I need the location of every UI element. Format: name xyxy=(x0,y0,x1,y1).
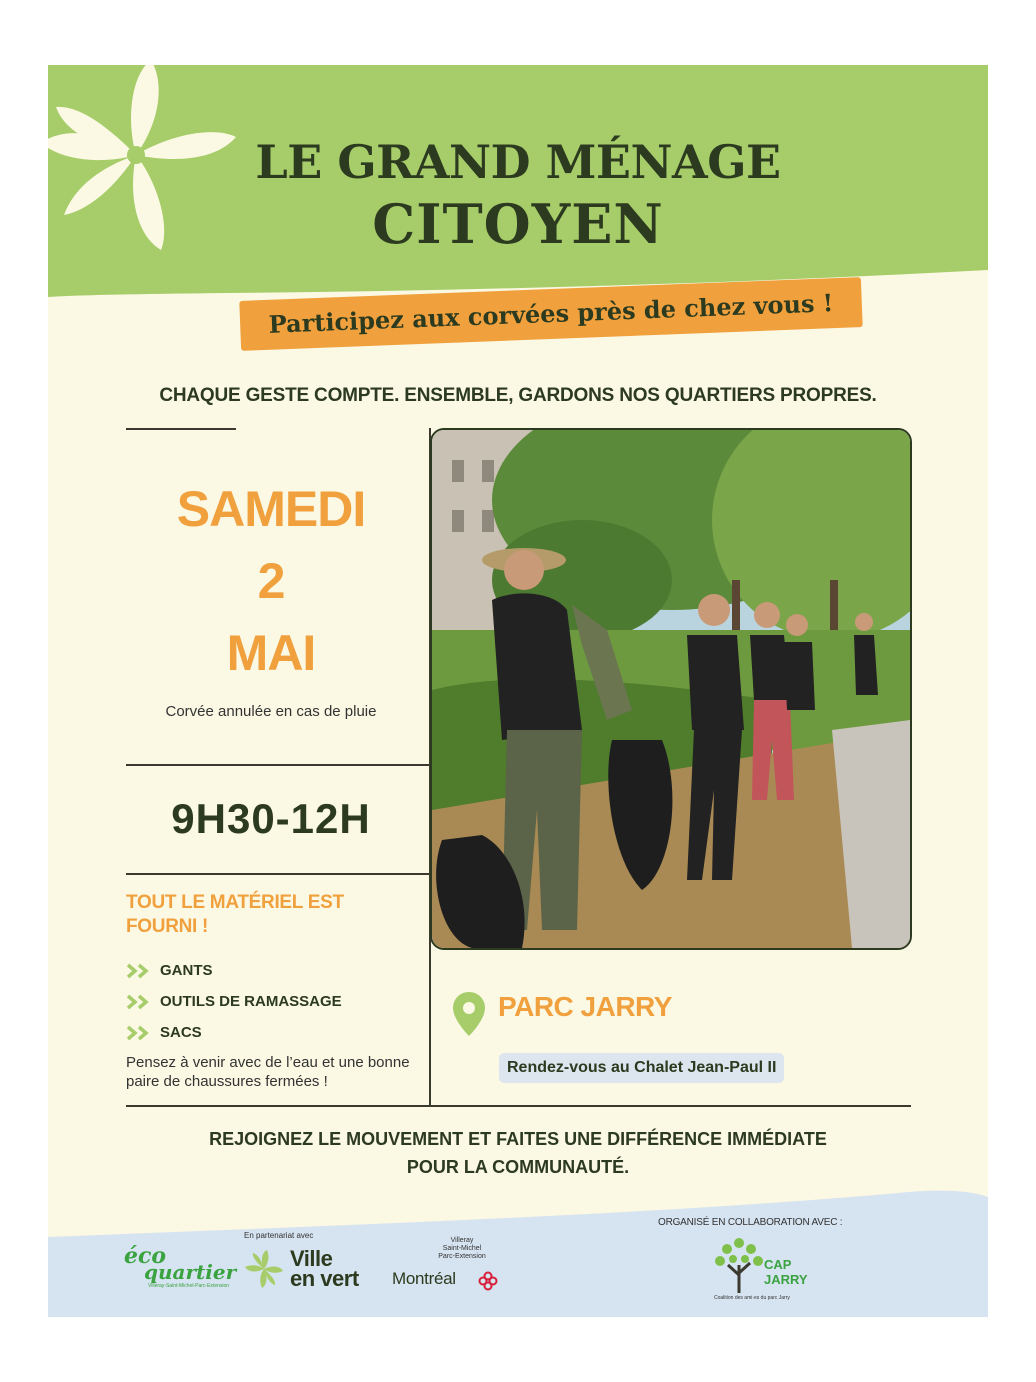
list-item xyxy=(126,986,342,1017)
event-day: SAMEDI xyxy=(176,481,366,537)
event-month: MAI xyxy=(226,625,316,681)
divider-mid-1 xyxy=(126,764,430,766)
event-date-number: 2 xyxy=(257,553,285,609)
cap-jarry-line1: CAP xyxy=(764,1257,792,1272)
tagline-banner: Participez aux corvées près de chez vous ! xyxy=(239,277,862,351)
list-item xyxy=(126,1017,342,1048)
ville-en-vert-wordmark xyxy=(290,1246,359,1291)
ville-en-vert-line2: en vert xyxy=(290,1266,359,1291)
cta-line-1: REJOIGNEZ LE MOUVEMENT ET FAITES UNE DIFFÉRENCE IMMÉDIATE xyxy=(209,1129,827,1149)
eco-quartier-logo xyxy=(124,1243,237,1293)
poster xyxy=(48,65,988,1317)
material-item-label: SACS xyxy=(160,1024,202,1041)
title-line-2: CITOYEN xyxy=(372,192,664,256)
borough-line-2: Saint-Michel xyxy=(442,1245,482,1252)
materials-list xyxy=(126,955,342,1048)
event-date xyxy=(126,473,416,689)
cap-jarry-wordmark xyxy=(764,1257,808,1287)
cap-jarry-line2: JARRY xyxy=(764,1272,808,1287)
cap-jarry-logo xyxy=(708,1235,818,1307)
materials-title: TOUT LE MATÉRIEL EST FOURNI ! xyxy=(126,892,344,937)
collaboration-label: ORGANISÉ EN COLLABORATION AVEC : xyxy=(658,1217,843,1228)
call-to-action xyxy=(48,1125,988,1181)
borough-line-3: Parc-Extension xyxy=(438,1253,486,1260)
poster-title xyxy=(48,133,988,257)
double-chevron-icon xyxy=(126,994,154,1010)
ville-en-vert-logo xyxy=(244,1247,384,1293)
cap-jarry-tree-icon xyxy=(712,1235,766,1295)
double-chevron-icon xyxy=(126,963,154,979)
rain-note: Corvée annulée en cas de pluie xyxy=(165,703,377,720)
slogan: CHAQUE GESTE COMPTE. ENSEMBLE, GARDONS NOS QUARTIERS PROPRES. xyxy=(159,385,877,406)
list-item xyxy=(126,955,342,986)
divider-mid-2 xyxy=(126,873,430,875)
montreal-rosette-icon xyxy=(478,1271,498,1291)
volunteers-photo xyxy=(430,428,912,950)
park-name: PARC JARRY xyxy=(498,991,672,1022)
event-time: 9H30-12H xyxy=(171,795,371,842)
material-item-label: OUTILS DE RAMASSAGE xyxy=(160,993,342,1010)
eco-quartier-word1: éco xyxy=(124,1243,167,1269)
ville-en-vert-line1: Ville xyxy=(290,1246,333,1271)
eco-quartier-word2: quartier xyxy=(144,1260,237,1284)
montreal-logo xyxy=(388,1237,508,1297)
cta-line-2: POUR LA COMMUNAUTÉ. xyxy=(406,1157,630,1177)
divider-top-left xyxy=(126,428,236,430)
partner-label: En partenariat avec xyxy=(244,1231,314,1240)
eco-quartier-subtitle: Villeray-Saint-Michel-Parc-Extension xyxy=(148,1283,230,1289)
meeting-point: Rendez-vous au Chalet Jean-Paul II xyxy=(499,1053,784,1083)
double-chevron-icon xyxy=(126,1025,154,1041)
bring-note: Pensez à venir avec de l’eau et une bonne paire de chaussures fermées ! xyxy=(126,1054,410,1090)
ville-en-vert-flower-icon xyxy=(244,1249,284,1289)
cap-jarry-subtitle: Coalition des ami·es du parc Jarry xyxy=(714,1295,790,1301)
location-pin-icon xyxy=(451,990,487,1038)
material-item-label: GANTS xyxy=(160,962,213,979)
title-line-1: LE GRAND MÉNAGE xyxy=(255,135,781,189)
montreal-borough xyxy=(432,1237,492,1261)
divider-bottom xyxy=(126,1105,911,1107)
montreal-wordmark: Montréal xyxy=(392,1269,456,1288)
borough-line-1: Villeray xyxy=(450,1237,474,1244)
